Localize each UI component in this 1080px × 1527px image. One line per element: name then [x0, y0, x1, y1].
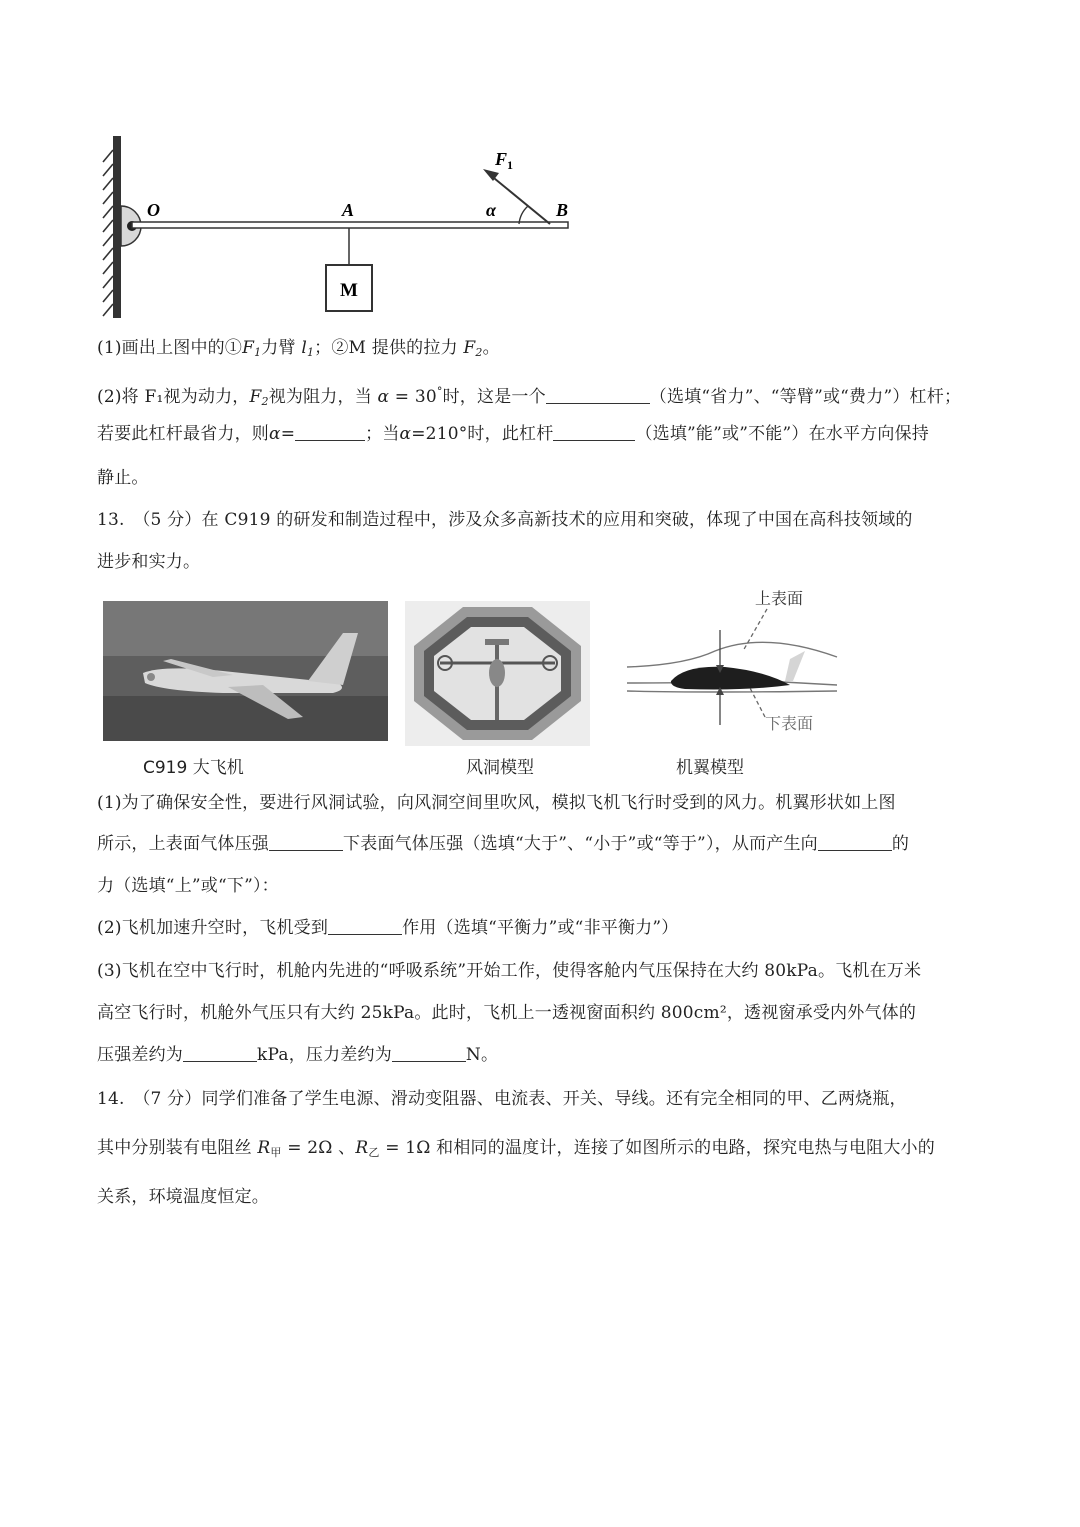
q13-part1-a: (1)为了确保安全性，要进行风洞试验，向风洞空间里吹风，模拟飞机飞行时受到的风力。机翼形状如上图: [97, 793, 896, 813]
q14-line-1: 14. （7 分）同学们准备了学生电源、滑动变阻器、电流表、开关、导线。还有完全相同的甲、乙两烧瓶，: [97, 1089, 907, 1109]
wind-tunnel-model: [405, 601, 590, 746]
q13-part3-b: 高空飞行时，机舱外气压只有大约 25kPa。此时，飞机上一透视窗面积约 800cm²，透视窗承受内外气体的: [97, 1003, 917, 1023]
q12-part4: 静止。: [97, 468, 149, 488]
q12-part1: (1)画出上图中的$①F_1$力臂 $l_1$；②M 提供的拉力 $F_2$。: [97, 338, 500, 359]
upper-surface-label: 上表面: [755, 589, 804, 608]
q14-line-2: 其中分别装有电阻丝 $R_甲 = 2\Omega$ 、$R_乙 = 1\Omega$ 和相同的温度计，连接了如图所示的电路，探究电热与电阻大小的: [97, 1138, 935, 1159]
q13-part2: (2)飞机加速升空时，飞机受到 作用（选填“平衡力”或“非平衡力”）: [97, 918, 679, 938]
lower-surface-label: 下表面: [765, 714, 814, 733]
q14-line-3: 关系，环境温度恒定。: [97, 1187, 269, 1207]
caption-wing: 机翼模型: [676, 758, 744, 778]
lever-bar: [132, 222, 568, 228]
label-a: A: [342, 200, 355, 220]
caption-c919: C919 大飞机: [143, 758, 244, 778]
weight-m-label: M: [340, 280, 358, 301]
blank-force-diff[interactable]: [392, 1043, 466, 1062]
blank-alpha[interactable]: [295, 422, 365, 441]
blank-force-direction[interactable]: [818, 832, 892, 851]
label-o: O: [147, 200, 160, 220]
q12-part2: (2)将 F₁视为动力，$F_2$视为阻力，当 α = 30°时，这是一个 （选填“省力”、“等臂”或“费力”）杠杆；: [97, 385, 962, 408]
c919-photo: [103, 601, 388, 741]
caption-tunnel: 风洞模型: [466, 758, 534, 778]
blank-lever-type[interactable]: [546, 385, 650, 404]
lever-diagram: [95, 128, 595, 323]
q13-intro-1: 13. （5 分）在 C919 的研发和制造过程中，涉及众多高新技术的应用和突破，体现了中国在高科技领域的: [97, 510, 913, 530]
wing-model-diagram: [625, 585, 840, 745]
label-b: B: [556, 200, 569, 220]
q13-part3-c: 压强差约为 kPa，压力差约为 N。: [97, 1045, 499, 1065]
label-alpha: α: [486, 200, 496, 220]
blank-can-balance[interactable]: [553, 422, 635, 441]
wall: [103, 136, 121, 318]
blank-pressure-diff[interactable]: [183, 1043, 257, 1062]
blank-pressure-compare[interactable]: [269, 832, 343, 851]
q13-part1-b: 所示，上表面气体压强 下表面气体压强（选填“大于”、“小于”或“等于”），从而产生向 的: [97, 834, 910, 854]
q13-part3-a: (3)飞机在空中飞行时，机舱内先进的“呼吸系统”开始工作，使得客舱内气压保持在大约 80kPa。飞机在万米: [97, 961, 922, 981]
blank-force-type[interactable]: [328, 916, 402, 935]
label-f1: $F_1$: [495, 149, 514, 172]
q13-intro-2: 进步和实力。: [97, 552, 201, 572]
q12-part3: 若要此杠杆最省力，则α= ；当α=210°时，此杠杆 （选填”能”或”不能”）在水平方向保持: [97, 424, 930, 444]
q13-part1-c: 力（选填“上”或“下”）：: [97, 876, 279, 896]
